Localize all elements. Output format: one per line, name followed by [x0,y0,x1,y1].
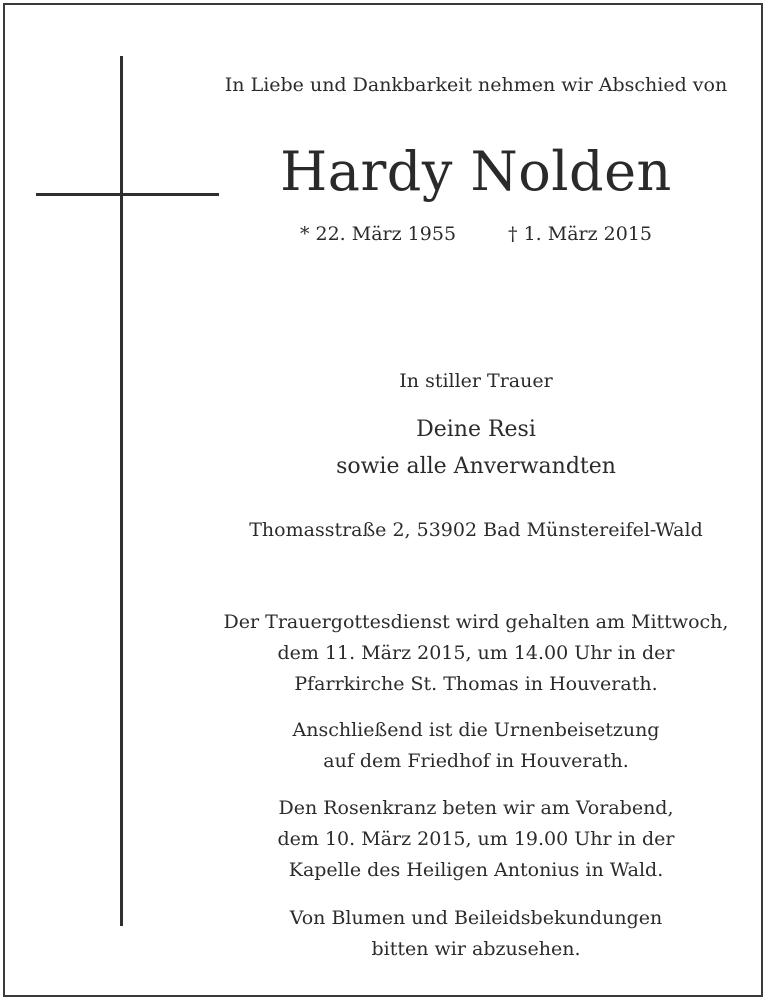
paragraph-line: dem 11. März 2015, um 14.00 Uhr in der [277,642,675,664]
family-address: Thomasstraße 2, 53902 Bad Münstereifel-Wald [249,519,703,541]
service-paragraph [200,607,752,700]
cross-vertical-bar [120,56,123,926]
mourning-label: In stiller Trauer [399,370,553,392]
life-dates [200,225,752,244]
cross-horizontal-bar [36,193,219,196]
burial-paragraph [200,715,752,777]
paragraph-line: Von Blumen und Beileidsbekundungen [289,907,663,929]
paragraph-line: Pfarrkirche St. Thomas in Houverath. [294,673,658,695]
rosary-paragraph [200,793,752,886]
birth-date: * 22. März 1955 [299,223,457,245]
paragraph-line: Anschließend ist die Urnenbeisetzung [292,719,660,741]
paragraph-line: Der Trauergottesdienst wird gehalten am Mittwoch, [223,611,729,633]
mourner-line: Deine Resi [416,417,536,442]
paragraph-line: Den Rosenkranz beten wir am Vorabend, [278,797,674,819]
deceased-name: Hardy Nolden [280,140,672,203]
intro-text: In Liebe und Dankbarkeit nehmen wir Abschied von [224,74,728,96]
mourner-line: sowie alle Anverwandten [336,454,616,479]
paragraph-line: auf dem Friedhof in Houverath. [323,750,629,772]
paragraph-line: dem 10. März 2015, um 19.00 Uhr in der [277,828,675,850]
paragraph-line: Kapelle des Heiligen Antonius in Wald. [288,859,664,881]
death-date: † 1. März 2015 [508,223,653,245]
flowers-paragraph [200,903,752,965]
paragraph-line: bitten wir abzusehen. [371,938,581,960]
